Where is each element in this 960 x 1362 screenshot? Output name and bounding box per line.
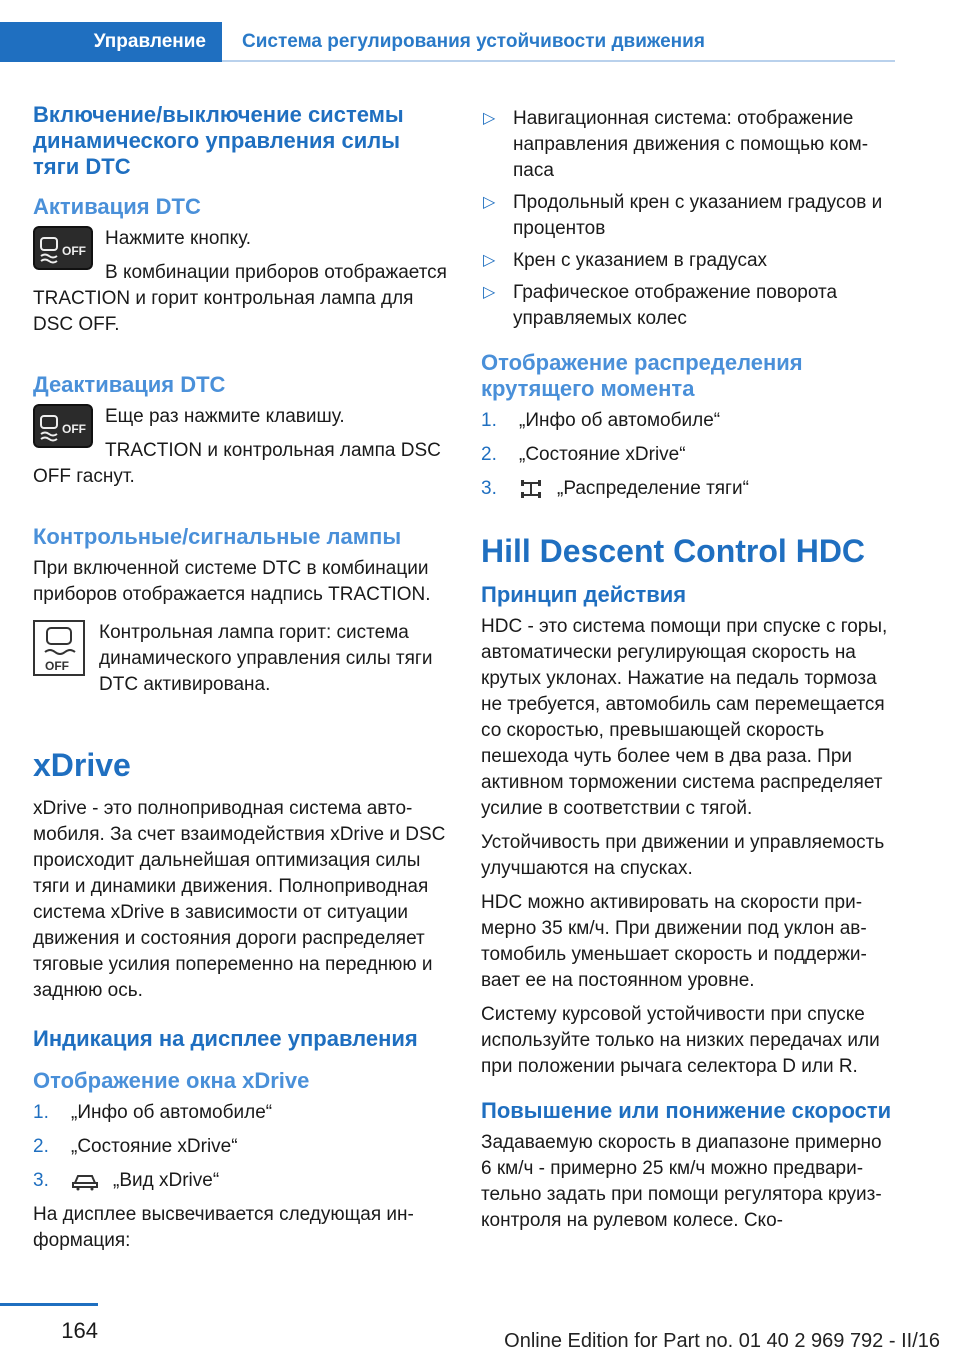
section-tab: Управление bbox=[0, 22, 222, 62]
footer-rule bbox=[0, 1303, 98, 1306]
activation-result: В комбинации приборов отображается TRACTION и горит контрольная лампа для DSC OFF. bbox=[33, 262, 447, 335]
edition-footer: Online Edition for Part no. 01 40 2 969 792 - II/16 bbox=[504, 1330, 940, 1352]
bullet-triangle-icon: ▷ bbox=[483, 194, 496, 211]
hdc-paragraph-4: Систему курсовой устойчивости при спуске используйте только на низких передачах или при положении рычага селектора D или R. bbox=[481, 1004, 880, 1077]
list-item: ▷ Крен с указанием в градусах bbox=[481, 248, 896, 274]
deactivation-result: TRACTION и контрольная лампа DSC OFF гаснут. bbox=[33, 440, 441, 487]
page-number: 164 bbox=[61, 1318, 98, 1343]
bullet-triangle-icon: ▷ bbox=[483, 110, 496, 127]
display-after: На дисплее высвечивается следующая информация: bbox=[33, 1204, 414, 1251]
hdc-paragraph-2: Устойчивость при движении и управляемость улучшаются на спусках. bbox=[481, 832, 885, 879]
hdc-paragraph-3: HDC можно активировать на скорости примерно 35 км/ч. При движении под уклон автомобиль уменьшает скорость и поддерживает ее на постоянном уровне. bbox=[481, 892, 867, 991]
lamps-heading: Контрольные/сигнальные лампы bbox=[33, 524, 402, 549]
dtc-activation-heading: Активация DTC bbox=[33, 194, 201, 219]
list-item: 2. „Состояние xDrive“ bbox=[481, 444, 686, 465]
svg-text:OFF: OFF bbox=[62, 244, 86, 258]
drivetrain-icon bbox=[519, 479, 543, 499]
list-item: 2. „Состояние xDrive“ bbox=[33, 1136, 238, 1157]
dsc-off-lamp-icon bbox=[33, 620, 85, 676]
right-column bbox=[481, 106, 896, 1242]
lamp-description: Контрольная лампа горит: система динамического управления силы тяги DTC активирована. bbox=[99, 622, 433, 695]
lamps-text: При включенной системе DTC в комбинации приборов отображается надпись TRACTION. bbox=[33, 558, 431, 605]
dtc-deactivation-heading: Деактивация DTC bbox=[33, 372, 226, 397]
speed-text: Задаваемую скорость в диапазоне примерно 6 км/ч - примерно 25 км/ч можно предварительно задать при помощи регулятора круиз-контроля на рулевом колесе. Ско- bbox=[481, 1132, 882, 1231]
list-item: 1. „Инфо об автомобиле“ bbox=[33, 1102, 273, 1123]
svg-text:OFF: OFF bbox=[45, 659, 69, 673]
activation-step: Нажмите кнопку. bbox=[105, 228, 252, 249]
svg-text:OFF: OFF bbox=[62, 422, 86, 436]
dtc-off-button-icon bbox=[33, 226, 93, 270]
list-item: 3. „Вид xDrive“ bbox=[33, 1170, 220, 1191]
lamp-block bbox=[33, 620, 448, 706]
bullet-triangle-icon: ▷ bbox=[483, 252, 496, 269]
xdrive-title: xDrive bbox=[33, 747, 131, 783]
hdc-paragraph-1: HDC - это система помощи при спуске с горы, автоматически регулирующая скорость на крутых уклонах. Нажатие на педаль тормоза не требуется, автомобиль сам перемещается со скоростью, превышающей скорость пешехода чуть более чем в два раза. При активном торможении система распределяет усилие в соответствии с тягой. bbox=[481, 616, 888, 819]
xdrive-steps bbox=[33, 1100, 448, 1194]
dtc-section-title: Включение/выключение системы динамического управления силы тяги DTC bbox=[33, 102, 404, 179]
left-column bbox=[33, 102, 448, 1262]
list-item: ▷ Продольный крен с указанием градусов и процентов bbox=[483, 192, 883, 239]
bullet-triangle-icon: ▷ bbox=[483, 284, 496, 301]
list-item: 1. „Инфо об автомобиле“ bbox=[481, 410, 721, 431]
chapter-title: Система регулирования устойчивости движения bbox=[242, 31, 705, 52]
list-item: ▷ Навигационная система: отображение направления движения с помощью компаса bbox=[483, 108, 869, 181]
torque-heading: Отображение распределения крутящего момента bbox=[481, 350, 803, 401]
hdc-title: Hill Descent Control HDC bbox=[481, 533, 866, 569]
torque-steps bbox=[481, 408, 896, 502]
deactivation-step: Еще раз нажмите клавишу. bbox=[105, 406, 345, 427]
display-info-list bbox=[481, 106, 896, 332]
xdrive-window-heading: Отображение окна xDrive bbox=[33, 1068, 310, 1093]
dtc-deactivation-block bbox=[33, 404, 448, 498]
list-item: ▷ Графическое отображение поворота управляемых колес bbox=[483, 282, 838, 329]
header-rule bbox=[222, 60, 895, 62]
speed-heading: Повышение или понижение скорости bbox=[481, 1098, 892, 1123]
running-header bbox=[0, 22, 895, 62]
display-heading: Индикация на дисплее управления bbox=[33, 1026, 418, 1051]
xdrive-text: xDrive - это полноприводная система автомобиля. За счет взаимодействия xDrive и DSC происходит дальнейшая оптимизация силы тяги и динамики движения. Полноприводная система xDrive в зависимости от ситуации движения и состояния дороги распределяет тяговые усилия попеременно на переднюю и заднюю ось. bbox=[33, 798, 446, 1001]
hdc-principle-heading: Принцип действия bbox=[481, 582, 687, 607]
dtc-off-button-icon bbox=[33, 404, 93, 448]
list-item: 3. „Распределение тяги“ bbox=[481, 478, 749, 499]
car-view-icon bbox=[71, 1171, 99, 1191]
dtc-activation-block bbox=[33, 226, 448, 346]
